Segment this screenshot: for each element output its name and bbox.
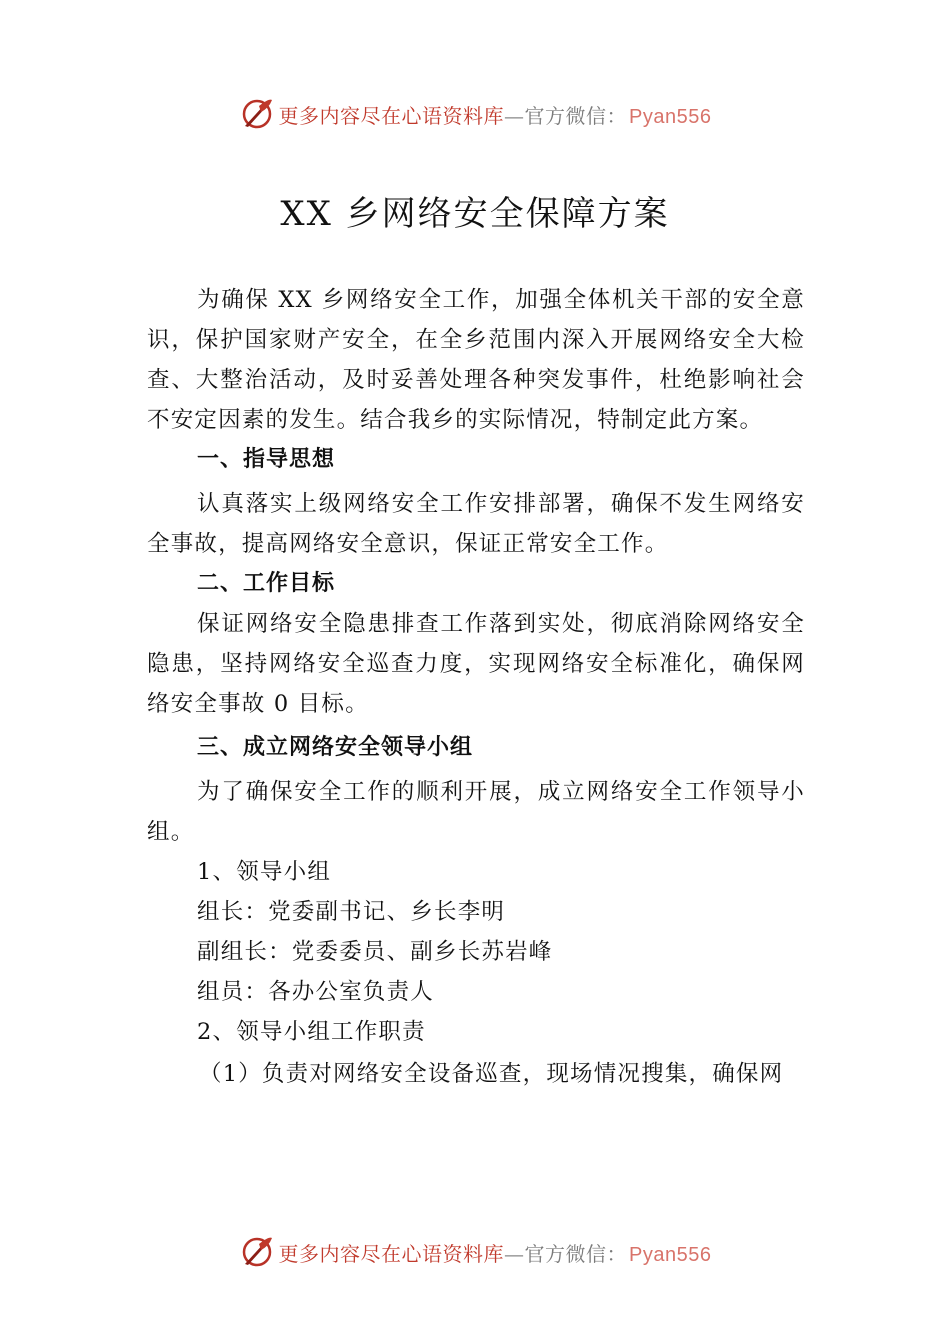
banner-main-text: 更多内容尽在心语资料库 xyxy=(278,1241,505,1266)
section-body-2: 保证网络安全隐患排查工作落到实处，彻底消除网络安全隐患，坚持网络安全巡查力度，实现网络安全标准化，确保网络安全事故 0 目标。 xyxy=(147,611,805,717)
section-body-1: 认真落实上级网络安全工作安排部署，确保不发生网络安全事故，提高网络安全意识，保证正常安全工作。 xyxy=(147,491,805,557)
banner-wechat-id: Pyan556 xyxy=(629,105,712,128)
banner-dash: — xyxy=(504,1241,525,1266)
banner-wechat-id: Pyan556 xyxy=(629,1243,712,1266)
quill-logo-icon xyxy=(239,96,275,132)
subsection-1: 1、领导小组 xyxy=(197,859,332,885)
section-heading-1: 一、指导思想 xyxy=(197,447,336,472)
duty-1: （1）负责对网络安全设备巡查，现场情况搜集，确保网 xyxy=(199,1061,784,1087)
banner-sub-text: 官方微信： xyxy=(524,103,628,128)
banner-dash: — xyxy=(504,103,525,128)
intro-paragraph: 为确保 XX 乡网络安全工作，加强全体机关干部的安全意识，保护国家财产安全，在全乡范围内深入开展网络安全大检查、大整治活动，及时妥善处理各种突发事件，杜绝影响社会不安定因素的发生。结合我乡的实际情况，特制定此方案。 xyxy=(147,287,805,433)
document-title: XX 乡网络安全保障方案 xyxy=(280,194,670,234)
document-body xyxy=(147,280,805,1094)
members-line: 组员：各办公室负责人 xyxy=(197,979,435,1005)
banner-main-text: 更多内容尽在心语资料库 xyxy=(278,103,505,128)
section-heading-2: 二、工作目标 xyxy=(197,571,336,596)
footer-banner xyxy=(0,1232,950,1272)
subsection-2: 2、领导小组工作职责 xyxy=(197,1019,426,1045)
deputy-line: 副组长：党委委员、副乡长苏岩峰 xyxy=(197,939,553,965)
banner-sub-text: 官方微信： xyxy=(524,1241,628,1266)
section-heading-3: 三、成立网络安全领导小组 xyxy=(197,735,474,760)
quill-logo-icon xyxy=(239,1234,275,1270)
leader-line: 组长：党委副书记、乡长李明 xyxy=(197,899,506,925)
header-banner xyxy=(0,94,950,134)
section-body-3: 为了确保安全工作的顺利开展，成立网络安全工作领导小组。 xyxy=(147,779,805,845)
